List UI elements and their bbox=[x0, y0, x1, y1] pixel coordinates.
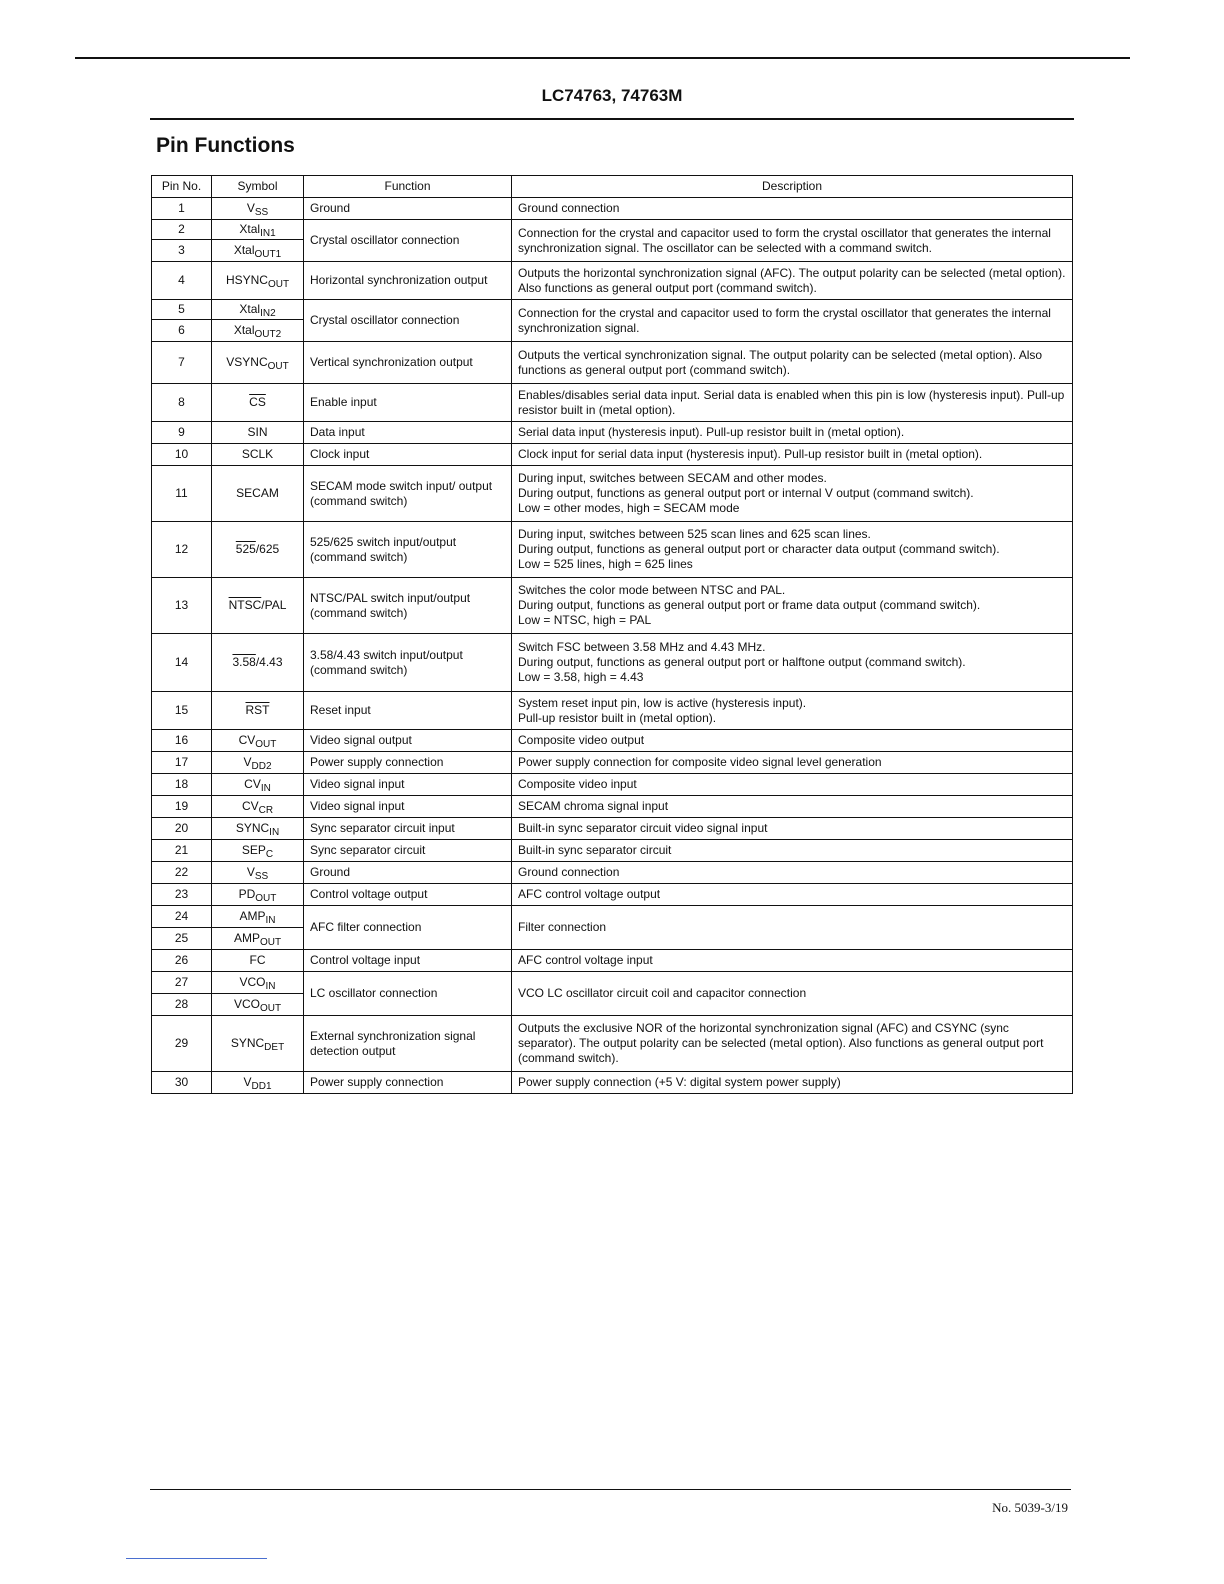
table-row bbox=[152, 730, 1073, 752]
pin-number: 6 bbox=[152, 320, 212, 342]
pin-symbol: Xtal$_{IN1}$ bbox=[212, 220, 304, 240]
table-row bbox=[152, 972, 1073, 994]
table-row bbox=[152, 950, 1073, 972]
pin-description: Power supply connection for composite video signal level generation bbox=[512, 752, 1073, 774]
pin-description: Serial data input (hysteresis input). Pull-up resistor built in (metal option). bbox=[512, 422, 1073, 444]
pin-symbol: $V_{SS}$ bbox=[212, 862, 304, 884]
pin-number: 12 bbox=[152, 522, 212, 578]
table-row bbox=[152, 342, 1073, 384]
pin-function: AFC filter connection bbox=[304, 906, 512, 950]
pin-symbol: 3.58/4.43 bbox=[212, 634, 304, 692]
pin-description: Clock input for serial data input (hysteresis input). Pull-up resistor built in (metal option). bbox=[512, 444, 1073, 466]
pin-symbol: $CV_{CR}$ bbox=[212, 796, 304, 818]
pin-description: Switches the color mode between NTSC and PAL. During output, functions as general output port or frame data output (command switch). Low = NTSC, high = PAL bbox=[512, 578, 1073, 634]
pin-number: 24 bbox=[152, 906, 212, 928]
pin-symbol: $HSYNC_{OUT}$ bbox=[212, 262, 304, 300]
pin-description: Enables/disables serial data input. Serial data is enabled when this pin is low (hysteresis input). Pull-up resistor built in (metal option). bbox=[512, 384, 1073, 422]
pin-description: Outputs the exclusive NOR of the horizontal synchronization signal (AFC) and CSYNC (sync separator). The output polarity can be selected (metal option). Also functions as general output port (command switch). bbox=[512, 1016, 1073, 1072]
table-row bbox=[152, 752, 1073, 774]
pin-number: 23 bbox=[152, 884, 212, 906]
pin-function: Sync separator circuit bbox=[304, 840, 512, 862]
table-row bbox=[152, 906, 1073, 928]
pin-symbol: $SYNC_{IN}$ bbox=[212, 818, 304, 840]
pin-number: 5 bbox=[152, 300, 212, 320]
table-row bbox=[152, 444, 1073, 466]
pin-number: 21 bbox=[152, 840, 212, 862]
table-row bbox=[152, 1016, 1073, 1072]
table-row bbox=[152, 796, 1073, 818]
pin-function: SECAM mode switch input/ output (command switch) bbox=[304, 466, 512, 522]
table-header-row bbox=[152, 176, 1073, 198]
pin-function: Crystal oscillator connection bbox=[304, 300, 512, 342]
pin-function: 525/625 switch input/output (command switch) bbox=[304, 522, 512, 578]
table-row bbox=[152, 774, 1073, 796]
pin-symbol: Xtal$_{OUT2}$ bbox=[212, 320, 304, 342]
pin-functions-table bbox=[151, 175, 1073, 1094]
table-row bbox=[152, 384, 1073, 422]
table-row bbox=[152, 300, 1073, 320]
pin-number: 17 bbox=[152, 752, 212, 774]
pin-description: Outputs the vertical synchronization signal. The output polarity can be selected (metal option). Also functions as general output port (command switch). bbox=[512, 342, 1073, 384]
pin-function: Video signal input bbox=[304, 774, 512, 796]
pin-number: 13 bbox=[152, 578, 212, 634]
table-row bbox=[152, 422, 1073, 444]
pin-number: 30 bbox=[152, 1072, 212, 1094]
pin-description: Connection for the crystal and capacitor used to form the crystal oscillator that generates the internal synchronization signal. bbox=[512, 300, 1073, 342]
pin-number: 19 bbox=[152, 796, 212, 818]
pin-number: 26 bbox=[152, 950, 212, 972]
column-header-function: Function bbox=[304, 176, 512, 198]
pin-symbol: $V_{DD1}$ bbox=[212, 1072, 304, 1094]
pin-symbol: Xtal$_{OUT1}$ bbox=[212, 240, 304, 262]
pin-symbol: $\overline{CS}$ bbox=[212, 384, 304, 422]
pin-symbol: $CV_{IN}$ bbox=[212, 774, 304, 796]
pin-description: Built-in sync separator circuit video signal input bbox=[512, 818, 1073, 840]
pin-number: 22 bbox=[152, 862, 212, 884]
pin-description: Switch FSC between 3.58 MHz and 4.43 MHz. During output, functions as general output port or halftone output (command switch). Low = 3.58, high = 4.43 bbox=[512, 634, 1073, 692]
top-rule bbox=[75, 57, 1130, 59]
pin-number: 14 bbox=[152, 634, 212, 692]
pin-function: Reset input bbox=[304, 692, 512, 730]
pin-number: 10 bbox=[152, 444, 212, 466]
pin-function: Video signal input bbox=[304, 796, 512, 818]
pin-number: 8 bbox=[152, 384, 212, 422]
table-row bbox=[152, 634, 1073, 692]
pin-function: Crystal oscillator connection bbox=[304, 220, 512, 262]
pin-symbol: $V_{DD2}$ bbox=[212, 752, 304, 774]
pin-function: External synchronization signal detection output bbox=[304, 1016, 512, 1072]
pin-function: Sync separator circuit input bbox=[304, 818, 512, 840]
footer-link-underline bbox=[126, 1558, 267, 1559]
pin-description: Ground connection bbox=[512, 862, 1073, 884]
pin-function: Enable input bbox=[304, 384, 512, 422]
pin-number: 15 bbox=[152, 692, 212, 730]
pin-function: Ground bbox=[304, 862, 512, 884]
pin-symbol: SCLK bbox=[212, 444, 304, 466]
pin-number: 11 bbox=[152, 466, 212, 522]
pin-symbol: SIN bbox=[212, 422, 304, 444]
table-row bbox=[152, 220, 1073, 240]
pin-symbol: $AMP_{OUT}$ bbox=[212, 928, 304, 950]
pin-number: 9 bbox=[152, 422, 212, 444]
table-row bbox=[152, 692, 1073, 730]
pin-function: Control voltage input bbox=[304, 950, 512, 972]
pin-description: SECAM chroma signal input bbox=[512, 796, 1073, 818]
column-header-symbol: Symbol bbox=[212, 176, 304, 198]
pin-number: 28 bbox=[152, 994, 212, 1016]
pin-function: 3.58/4.43 switch input/output (command switch) bbox=[304, 634, 512, 692]
pin-number: 4 bbox=[152, 262, 212, 300]
bottom-rule bbox=[150, 1489, 1071, 1490]
pin-number: 18 bbox=[152, 774, 212, 796]
table-row bbox=[152, 262, 1073, 300]
page-number: No. 5039-3/19 bbox=[992, 1500, 1068, 1515]
table-row bbox=[152, 522, 1073, 578]
pin-symbol: $SEP_C$ bbox=[212, 840, 304, 862]
document-title: LC74763, 74763M bbox=[541, 86, 683, 105]
pin-description: VCO LC oscillator circuit coil and capacitor connection bbox=[512, 972, 1073, 1016]
pin-symbol: FC bbox=[212, 950, 304, 972]
pin-symbol: $VCO_{OUT}$ bbox=[212, 994, 304, 1016]
pin-function: LC oscillator connection bbox=[304, 972, 512, 1016]
pin-symbol: NTSC/PAL bbox=[212, 578, 304, 634]
pin-description: AFC control voltage input bbox=[512, 950, 1073, 972]
pin-symbol: $PD_{OUT}$ bbox=[212, 884, 304, 906]
pin-symbol: SECAM bbox=[212, 466, 304, 522]
table-row bbox=[152, 884, 1073, 906]
pin-description: System reset input pin, low is active (hysteresis input). Pull-up resistor built in (metal option). bbox=[512, 692, 1073, 730]
pin-number: 1 bbox=[152, 198, 212, 220]
pin-number: 20 bbox=[152, 818, 212, 840]
title-rule bbox=[150, 118, 1074, 120]
pin-symbol: 525/625 bbox=[212, 522, 304, 578]
column-header-pin: Pin No. bbox=[152, 176, 212, 198]
pin-function: Clock input bbox=[304, 444, 512, 466]
pin-number: 16 bbox=[152, 730, 212, 752]
pin-number: 7 bbox=[152, 342, 212, 384]
pin-description: Composite video input bbox=[512, 774, 1073, 796]
pin-symbol: $VCO_{IN}$ bbox=[212, 972, 304, 994]
pin-number: 25 bbox=[152, 928, 212, 950]
pin-symbol: $V_{SS}$ bbox=[212, 198, 304, 220]
section-heading: Pin Functions bbox=[156, 134, 295, 157]
table-row bbox=[152, 862, 1073, 884]
pin-number: 2 bbox=[152, 220, 212, 240]
pin-function: Vertical synchronization output bbox=[304, 342, 512, 384]
pin-number: 27 bbox=[152, 972, 212, 994]
pin-number: 3 bbox=[152, 240, 212, 262]
pin-symbol: $SYNC_{DET}$ bbox=[212, 1016, 304, 1072]
pin-description: Built-in sync separator circuit bbox=[512, 840, 1073, 862]
pin-description: Power supply connection (+5 V: digital system power supply) bbox=[512, 1072, 1073, 1094]
pin-number: 29 bbox=[152, 1016, 212, 1072]
table-row bbox=[152, 466, 1073, 522]
pin-function: Power supply connection bbox=[304, 1072, 512, 1094]
pin-description: Connection for the crystal and capacitor used to form the crystal oscillator that generates the internal synchronization signal. The oscillator can be selected with a command switch. bbox=[512, 220, 1073, 262]
pin-description: Ground connection bbox=[512, 198, 1073, 220]
pin-description: Filter connection bbox=[512, 906, 1073, 950]
pin-description: Composite video output bbox=[512, 730, 1073, 752]
pin-description: AFC control voltage output bbox=[512, 884, 1073, 906]
table-row bbox=[152, 578, 1073, 634]
pin-function: Horizontal synchronization output bbox=[304, 262, 512, 300]
pin-symbol: $CV_{OUT}$ bbox=[212, 730, 304, 752]
pin-function: NTSC/PAL switch input/output (command switch) bbox=[304, 578, 512, 634]
pin-description: Outputs the horizontal synchronization signal (AFC). The output polarity can be selected (metal option). Also functions as general output port (command switch). bbox=[512, 262, 1073, 300]
pin-function: Ground bbox=[304, 198, 512, 220]
pin-function: Control voltage output bbox=[304, 884, 512, 906]
table-row bbox=[152, 198, 1073, 220]
pin-function: Power supply connection bbox=[304, 752, 512, 774]
pin-function: Data input bbox=[304, 422, 512, 444]
table-row bbox=[152, 840, 1073, 862]
pin-symbol: $\overline{RST}$ bbox=[212, 692, 304, 730]
pin-symbol: $AMP_{IN}$ bbox=[212, 906, 304, 928]
pin-description: During input, switches between 525 scan lines and 625 scan lines. During output, functions as general output port or character data output (command switch). Low = 525 lines, high = 625 lines bbox=[512, 522, 1073, 578]
pin-function: Video signal output bbox=[304, 730, 512, 752]
pin-symbol: Xtal$_{IN2}$ bbox=[212, 300, 304, 320]
column-header-description: Description bbox=[512, 176, 1073, 198]
table-row bbox=[152, 818, 1073, 840]
pin-symbol: $VSYNC_{OUT}$ bbox=[212, 342, 304, 384]
pin-description: During input, switches between SECAM and other modes. During output, functions as general output port or internal V output (command switch). Low = other modes, high = SECAM mode bbox=[512, 466, 1073, 522]
table-row bbox=[152, 1072, 1073, 1094]
